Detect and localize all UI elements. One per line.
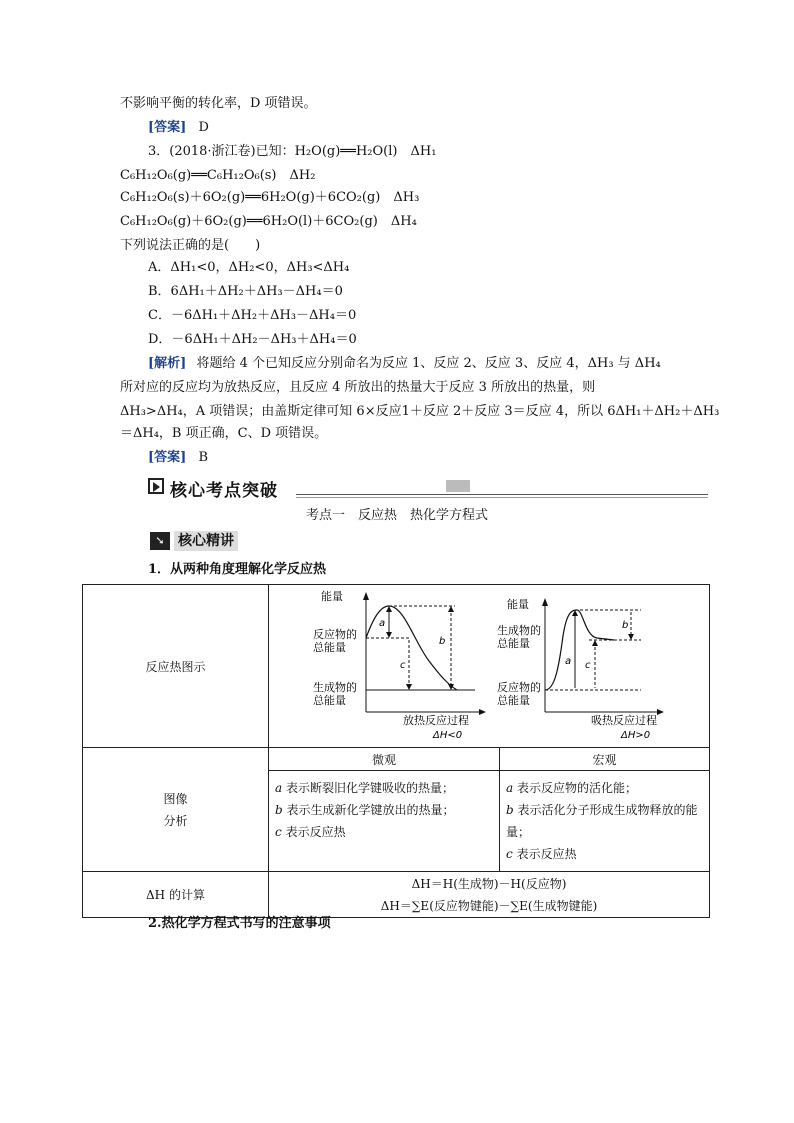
answer-tag: [答案] [148,450,187,465]
continued-text: 不影响平衡的转化率，D 项错误。 [120,96,317,111]
endo-curve [545,610,614,690]
question-3-prompt: 下列说法正确的是( ) [120,238,261,253]
row-label-diagram: 反应热图示 [83,585,269,748]
answer-1 [148,118,209,138]
micro-c: c 表示反应热 [275,825,346,839]
exo-energy-label: 能量 [321,590,343,603]
macro-cell [500,771,710,872]
topic-title: 考点一 反应热 热化学方程式 [305,508,488,523]
analysis-label-2: 分析 [163,813,188,828]
micro-b: b 表示生成新化学键放出的热量； [275,803,455,817]
point-2-heading: 2.热化学方程式书写的注意事项 [148,916,331,931]
analysis-line-3: ΔH₃>ΔH₄，A 项错误；由盖斯定律可知 6×反应1＋反应 2＋反应 3＝反应 4，所以 6ΔH₁＋ΔH₂＋ΔH₃ [120,404,720,419]
answer-2 [148,448,208,468]
macro-header: 宏观 [500,748,710,771]
analysis-line-4: ＝ΔH₄，B 项正确，C、D 项错误。 [120,426,328,441]
question-3-line-1: 3．(2018·浙江卷)已知：H₂O(g)══H₂O(l) ΔH₁ [148,144,437,159]
exo-product-label-2: 总能量 [313,694,346,707]
option-d: D．－6ΔH₁＋ΔH₂－ΔH₃＋ΔH₄＝0 [148,332,357,347]
section-banner-title: 核心考点突破 [170,481,278,501]
calc-formula-2: ΔH＝∑E(反应物键能)－∑E(生成物键能) [380,898,598,913]
analysis-line-1 [148,354,661,374]
banner-decoration [446,480,470,492]
endo-dh-label: ΔH>0 [621,730,651,741]
option-b: B．6ΔH₁＋ΔH₂＋ΔH₃－ΔH₄＝0 [148,284,343,299]
micro-a: a 表示断裂旧化学键吸收的热量； [275,781,454,795]
exothermic-diagram [313,589,486,741]
endo-b-label: b [622,620,629,631]
section-banner [148,476,708,501]
macro-c: c 表示反应热 [506,847,577,861]
row-label-calc: ΔH 的计算 [83,872,269,918]
exo-product-label-1: 生成物的 [313,681,357,694]
endo-product-label-1: 生成物的 [497,624,541,637]
exo-reactant-label-2: 总能量 [313,641,346,654]
endo-x-label: 吸热反应过程 [591,714,657,727]
banner-rule [296,494,708,495]
question-3-line-3: C₆H₁₂O₆(s)＋6O₂(g)══6H₂O(g)＋6CO₂(g) ΔH₃ [120,190,420,205]
exo-c-label: c [400,660,406,671]
exo-x-label: 放热反应过程 [403,714,469,727]
energy-diagrams [269,586,709,746]
endo-energy-label: 能量 [507,598,529,611]
micro-cell [269,771,500,872]
answer-value: D [198,120,209,135]
option-c: C．－6ΔH₁＋ΔH₂＋ΔH₃－ΔH₄＝0 [148,308,357,323]
endo-c-label: c [585,660,591,671]
question-3-line-2: C₆H₁₂O₆(g)══C₆H₁₂O₆(s) ΔH₂ [120,168,316,183]
reaction-heat-table [82,584,710,918]
answer-value: B [198,450,209,465]
exo-reactant-label-1: 反应物的 [313,628,357,641]
calc-formula-1: ΔH＝H(生成物)－H(反应物) [411,876,567,891]
analysis-label-1: 图像 [163,791,188,806]
endo-a-label: a [565,656,572,667]
answer-tag: [答案] [148,120,187,135]
micro-header: 微观 [269,748,500,771]
endothermic-diagram [497,597,664,741]
exo-b-label: b [439,636,446,647]
point-1-heading: 1．从两种角度理解化学反应热 [148,562,327,577]
arrow-icon: ➘ [150,532,170,550]
question-3-line-4: C₆H₁₂O₆(g)＋6O₂(g)══6H₂O(l)＋6CO₂(g) ΔH₄ [120,214,417,229]
endo-reactant-label-2: 总能量 [497,694,530,707]
macro-b: b 表示活化分子形成生成物释放的能量； [506,803,698,839]
subsection-header [150,531,245,553]
macro-a: a 表示反应物的活化能； [506,781,637,795]
endo-product-label-2: 总能量 [497,637,530,650]
row-label-analysis [83,748,269,872]
play-icon [148,478,164,494]
calc-cell [269,872,710,918]
option-a: A．ΔH₁<0，ΔH₂<0，ΔH₃<ΔH₄ [148,260,350,275]
diagram-cell [269,585,710,748]
endo-reactant-label-1: 反应物的 [497,681,541,694]
banner-rule [296,497,708,498]
subsection-title: 核心精讲 [174,531,238,551]
exo-dh-label: ΔH<0 [433,730,463,741]
exo-a-label: a [379,618,386,629]
analysis-line-2: 所对应的反应均为放热反应，且反应 4 所放出的热量大于反应 3 所放出的热量，则 [120,380,596,395]
analysis-text: 将题给 4 个已知反应分别命名为反应 1、反应 2、反应 3、反应 4，ΔH₃ 与 ΔH₄ [196,356,661,371]
analysis-tag: [解析] [148,356,187,371]
